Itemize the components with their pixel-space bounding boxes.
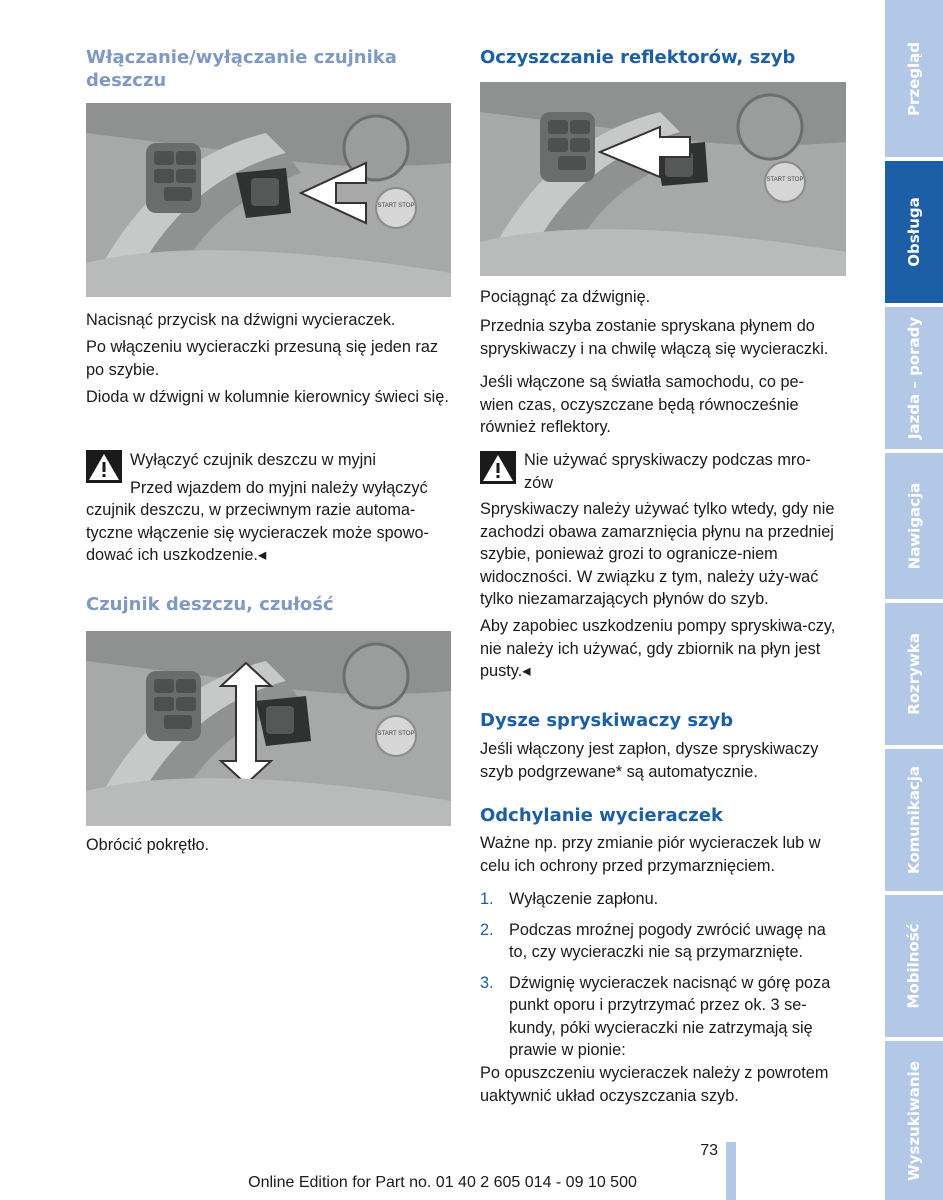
warning-triangle-icon <box>86 450 122 483</box>
tab-rozrywka[interactable]: Rozrywka <box>885 603 943 745</box>
paragraph-pump-damage: Aby zapobiec uszkodzeniu pompy spryskiwa-czy, nie należy ich używać, gdy zbiornik na płyn jest pusty.◂ <box>480 617 836 680</box>
list-item <box>480 972 846 1062</box>
tab-obsluga[interactable]: Obsługa <box>885 161 943 303</box>
svg-text:START STOP: START STOP <box>377 203 415 209</box>
photo-pull-lever <box>480 82 846 276</box>
svg-text:START STOP: START STOP <box>377 731 415 737</box>
photo-rain-sensor-thumbwheel <box>86 631 451 826</box>
photo-rain-sensor-button <box>86 103 451 297</box>
paragraph-headlights-cleaned: Jeśli włączone są światła samochodu, co pe-wien czas, oczyszczane będą równocześnie również reflektory. <box>480 373 804 436</box>
paragraph-heated-nozzles: Jeśli włączony jest zapłon, dysze spryskiwaczy szyb podgrzewane* są automatycznie. <box>480 740 819 781</box>
paragraph-windshield-sprayed: Przednia szyba zostanie spryskana płynem do spryskiwaczy i na chwilę włączą się wycieraczki. <box>480 317 829 358</box>
tab-wyszukiwanie[interactable]: Wyszukiwanie <box>885 1041 943 1200</box>
warning-text-car-wash-1: Przed wjazdem do myjni należy wyłączyć <box>130 479 428 497</box>
page-number: 73 <box>700 1142 718 1159</box>
tab-mobilnosc[interactable]: Mobilność <box>885 895 943 1037</box>
paragraph-fold-out-reason: Ważne np. przy zmianie piór wycieraczek lub w celu ich ochrony przed przymarznięciem. <box>480 834 821 875</box>
warning-text-car-wash-2: czujnik deszczu, w przeciwnym razie automa-tyczne włączenie się wycieraczek może spowo-dować ich uszkodzenie.◂ <box>86 501 429 564</box>
paragraph-turn-thumbwheel: Obrócić pokrętło. <box>86 836 210 854</box>
paragraph-wipers-move: Po włączeniu wycieraczki przesuną się jeden raz po szybie. <box>86 338 439 379</box>
heading-rain-sensor-sensitivity: Czujnik deszczu, czułość <box>86 594 334 615</box>
section-tabs <box>885 0 943 1200</box>
step-text: Wyłączenie zapłonu. <box>509 890 659 908</box>
tab-komunikacja[interactable]: Komunikacja <box>885 749 943 891</box>
paragraph-press-button: Nacisnąć przycisk na dźwigni wycieraczek. <box>86 311 396 329</box>
warning-title-car-wash: Wyłączyć czujnik deszczu w myjni <box>130 451 376 469</box>
warning-triangle-icon <box>480 451 516 484</box>
list-item <box>480 888 846 911</box>
warning-title-frost: Nie używać spryskiwaczy podczas mro-zów <box>524 451 811 492</box>
steps-list <box>480 888 846 1070</box>
list-item <box>480 919 846 964</box>
step-number: 1. <box>480 890 494 908</box>
tab-przeglad[interactable]: Przegląd <box>885 0 943 157</box>
tab-nawigacja[interactable]: Nawigacja <box>885 453 943 599</box>
paragraph-pull-lever: Pociągnąć za dźwignię. <box>480 288 651 306</box>
tab-jazda-porady[interactable]: Jazda – porady <box>885 307 943 449</box>
step-text: Dźwignię wycieraczek nacisnąć w górę poza punkt oporu i przytrzymać przez ok. 3 se-kundy, póki wycieraczki nie zatrzymają się prawie w pionie: <box>509 973 831 1059</box>
paragraph-reactivate-cleaning: Po opuszczeniu wycieraczek należy z powrotem uaktywnić układ oczyszczania szyb. <box>480 1064 829 1105</box>
svg-text:START STOP: START STOP <box>766 177 804 183</box>
heading-fold-out-wipers: Odchylanie wycieraczek <box>480 805 723 826</box>
step-number: 2. <box>480 920 494 939</box>
heading-washer-nozzles: Dysze spryskiwaczy szyb <box>480 710 734 731</box>
footer-edition: Online Edition for Part no. 01 40 2 605 014 - 09 10 500 <box>248 1174 637 1191</box>
warning-text-frost: Spryskiwaczy należy używać tylko wtedy, gdy nie zachodzi obawa zamarznięcia płynu na przedniej szybie, ponieważ grozi to ogranicze-niem widoczności. W związku z tym, należy uży-wać tylko niezamarzających płynów do szyb. <box>480 500 835 608</box>
step-text: Podczas mroźnej pogody zwrócić uwagę na to, czy wycieraczki nie są przymarznięte. <box>509 920 826 961</box>
step-number: 3. <box>480 973 494 992</box>
heading-rain-sensor-toggle: Włączanie/wyłączanie czujnika deszczu <box>86 47 397 91</box>
heading-clean-headlights-windshield: Oczyszczanie reflektorów, szyb <box>480 47 796 68</box>
paragraph-led-on: Dioda w dźwigni w kolumnie kierownicy świeci się. <box>86 388 449 406</box>
